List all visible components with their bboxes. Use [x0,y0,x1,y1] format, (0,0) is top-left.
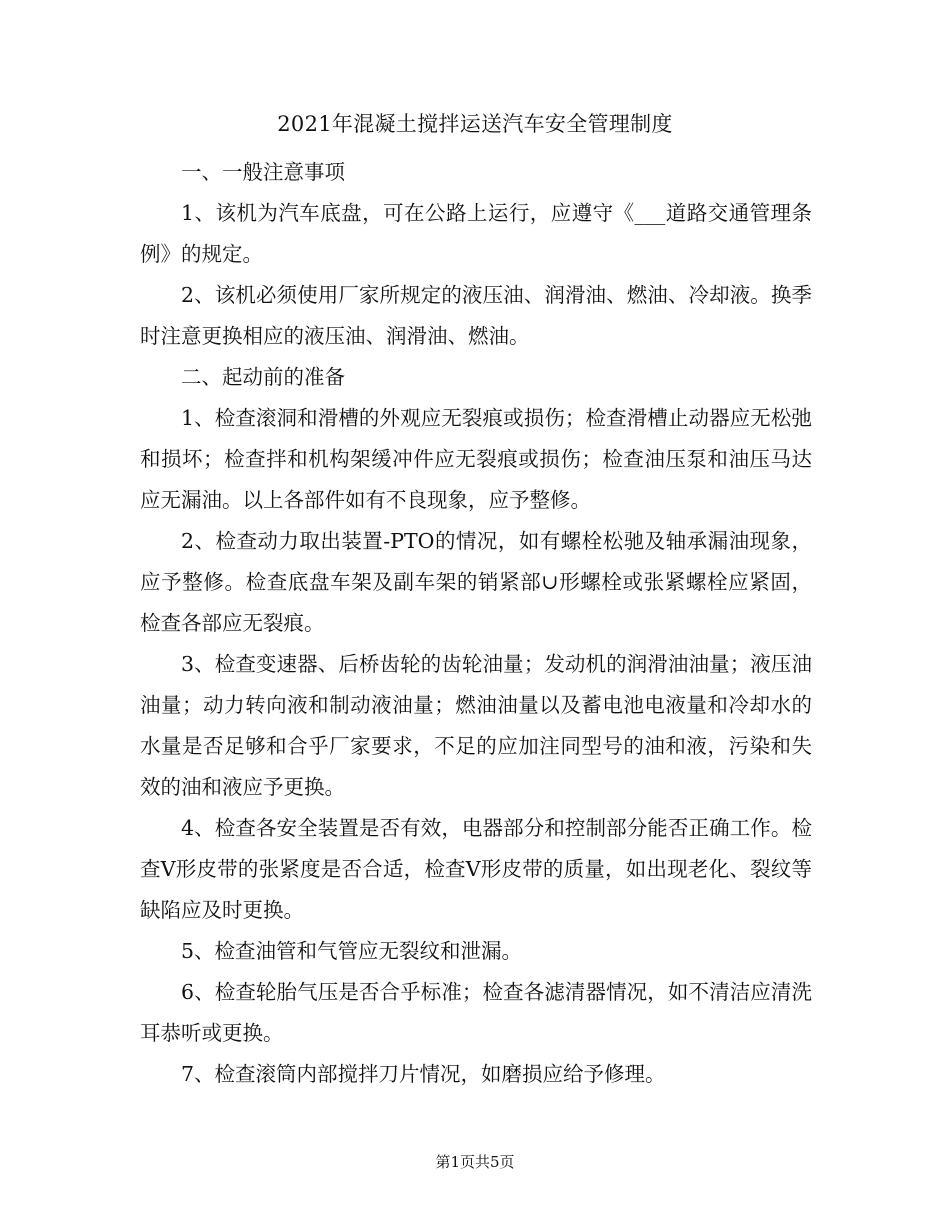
paragraph: 2、检查动力取出装置-PTO的情况，如有螺栓松驰及轴承漏油现象，应予整修。检查底盘车架及副车架的销紧部∪形螺栓或张紧螺栓应紧固，检查各部应无裂痕。 [140,529,812,635]
paragraph: 4、检查各安全装置是否有效，电器部分和控制部分能否正确工作。检查V形皮带的张紧度是否合适，检查V形皮带的质量，如出现老化、裂纹等缺陷应及时更换。 [140,816,812,922]
paragraph: 6、检查轮胎气压是否合乎标准；检查各滤清器情况，如不清洁应清洗耳恭听或更换。 [140,980,812,1045]
page-number: 第1页共5页 [435,1153,515,1171]
document-body [140,152,812,1095]
paragraph: 5、检查油管和气管应无裂纹和泄漏。 [181,939,523,963]
paragraph: 1、检查滚洞和滑槽的外观应无裂痕或损伤；检查滑槽止动器应无松弛和损坏；检查拌和机构架缓冲件应无裂痕或损伤；检查油压泵和油压马达应无漏油。以上各部件如有不良现象，应予整修。 [140,406,812,512]
paragraph: 2、该机必须使用厂家所规定的液压油、润滑油、燃油、冷却液。换季时注意更换相应的液压油、润滑油、燃油。 [140,283,812,348]
section-heading-preparation: 二、起动前的准备 [181,365,345,389]
paragraph: 3、检查变速器、后桥齿轮的齿轮油量；发动机的润滑油油量；液压油油量；动力转向液和制动液油量；燃油油量以及蓄电池电液量和冷却水的水量是否足够和合乎厂家要求，不足的应加注同型号的油和液，污染和失效的油和液应予更换。 [140,652,812,799]
paragraph: 7、检查滚筒内部搅拌刀片情况，如磨损应给予修理。 [181,1062,666,1086]
section-heading-general: 一、一般注意事项 [181,160,345,184]
paragraph: 1、该机为汽车底盘，可在公路上运行，应遵守《___道路交通管理条例》的规定。 [140,201,812,266]
document-title: 2021年混凝土搅拌运送汽车安全管理制度 [277,112,673,136]
